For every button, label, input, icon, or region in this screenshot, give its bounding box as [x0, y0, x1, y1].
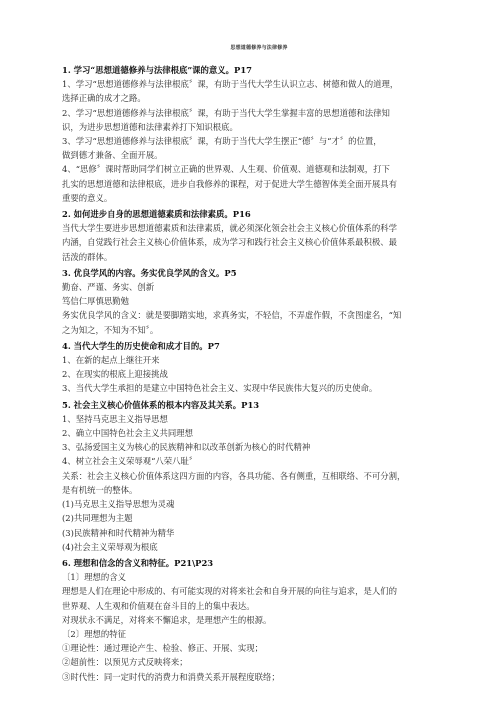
paragraph-line: 内涵，自觉践行社会主义核心价值体系，成为学习和践行社会主义核心价值体系最积极、最 [62, 237, 397, 248]
paragraph-line: 之为知之，不知为不知〞。 [62, 324, 159, 335]
paragraph-line: 当代大学生要进步思想道德素质和法律素质，就必须深化领会社会主义核心价值体系的科学 [62, 223, 397, 234]
paragraph-line: 2、在现实的根底上迎接挑战 [62, 369, 168, 380]
paragraph-line: 3、学习“思想道德修养与法律根底〞课，有助于当代大学生摆正“德〞与“才〞的位置， [62, 136, 382, 147]
paragraph-line: ③时代性：同一定时代的消费力和消费关系开展程度联络； [62, 671, 280, 682]
paragraph-line: (1)马克思主义指导思想为灵魂 [62, 499, 175, 510]
section-4 [62, 339, 456, 396]
paragraph-line: 重要的意义。 [62, 192, 113, 203]
paragraph-line: 1、在新的起点上继往开来 [62, 355, 160, 366]
section-heading: 4. 当代大学生的历史使命和成才目的。P7 [62, 340, 220, 351]
paragraph-line: 〔1〕理想的含义 [62, 572, 126, 583]
section-heading: 3. 优良学风的内容。务实优良学风的含义。P5 [62, 267, 237, 278]
paragraph-line: 对现状永不满足，对将来不懈追求，是理想产生的根源。 [62, 614, 272, 625]
paragraph-line: 关系：社会主义核心价值体系这四方面的内容，各具功能、各有侧重，互相联络、不可分割， [62, 470, 406, 481]
paragraph-line: 做到德才兼备、全面开展。 [62, 150, 163, 161]
paragraph-line: (3)民族精神和时代精神为精华 [62, 527, 175, 538]
paragraph-line: 勤奋、严谨、务实、创新 [62, 282, 155, 293]
paragraph-line: 1、坚持马克思主义指导思想 [62, 413, 168, 424]
section-2 [62, 207, 456, 264]
paragraph-line: 务实优良学风的含义：就是要脚踏实地，求真务实，不轻信，不弄虚作假，不贪图虚名，“知 [62, 310, 402, 321]
section-3 [62, 266, 456, 337]
section-heading: 6. 理想和信念的含义和特征。P21\P23 [62, 557, 214, 568]
section-1 [62, 63, 456, 205]
paragraph-line: 4、树立社会主义荣辱观“八荣八耻〞 [62, 456, 198, 467]
paragraph-line: ①理论性：通过理论产生、检验、修正、开展、实现； [62, 643, 263, 654]
paragraph-line: 世界观、人生观和价值观在奋斗目的上的集中表达。 [62, 600, 255, 611]
paragraph-line: (2)共同理想为主题 [62, 513, 133, 524]
paragraph-line: 活泼的群体。 [62, 251, 113, 262]
section-6 [62, 556, 456, 684]
paragraph-line: (4)社会主义荣辱观为根底 [62, 541, 158, 552]
paragraph-line: 是有机统一的整体。 [62, 484, 138, 495]
paragraph-line: 1、学习“思想道德修养与法律根底〞课，有助于当代大学生认识立志、树德和做人的道理， [62, 79, 399, 90]
paragraph-line: 理想是人们在理论中形成的、有可能实现的对将来社会和自身开展的向往与追求，是人们的 [62, 586, 397, 597]
paragraph-line: 识，为进步思想道德和法律素养打下知识根底。 [62, 121, 238, 132]
paragraph-line: 2、学习“思想道德修养与法律根底〞课，有助于当代大学生掌握丰富的思想道德和法律知 [62, 107, 390, 118]
section-5 [62, 398, 456, 554]
paragraph-line: 选择正确的成才之路。 [62, 93, 146, 104]
section-heading: 1. 学习“思想道德修养与法律根底”课的意义。P17 [62, 65, 252, 75]
paragraph-line: 扎实的思想道德和法律根底，进步自我修养的课程，对于促进大学生德智体美全面开展具有 [62, 178, 397, 189]
paragraph-line: 4、“思修〞课时帮助同学们树立正确的世界观、人生观、价值观、道德观和法制观，打下 [62, 164, 390, 175]
paragraph-line: 笃信仁厚慎思勤勉 [62, 296, 129, 307]
paragraph-line: 3、当代大学生承担的是建立中国特色社会主义、实现中华民族伟大复兴的历史使命。 [62, 383, 378, 394]
paragraph-line: 3、弘扬爱国主义为核心的民族精神和以改革创新为核心的时代精神 [62, 442, 311, 453]
paragraph-line: 2、确立中国特色社会主义共同理想 [62, 428, 193, 439]
document-header-title: 思想道德修养与法律修养 [230, 45, 288, 51]
section-heading: 2. 如何进步自身的思想道德素质和法律素质。P16 [62, 209, 251, 220]
paragraph-line: 〔2〕理想的特征 [62, 628, 126, 639]
section-heading: 5. 社会主义核心价值体系的根本内容及其关系。P13 [62, 399, 260, 410]
paragraph-line: ②超前性：以预见方式反映将来； [62, 657, 188, 668]
